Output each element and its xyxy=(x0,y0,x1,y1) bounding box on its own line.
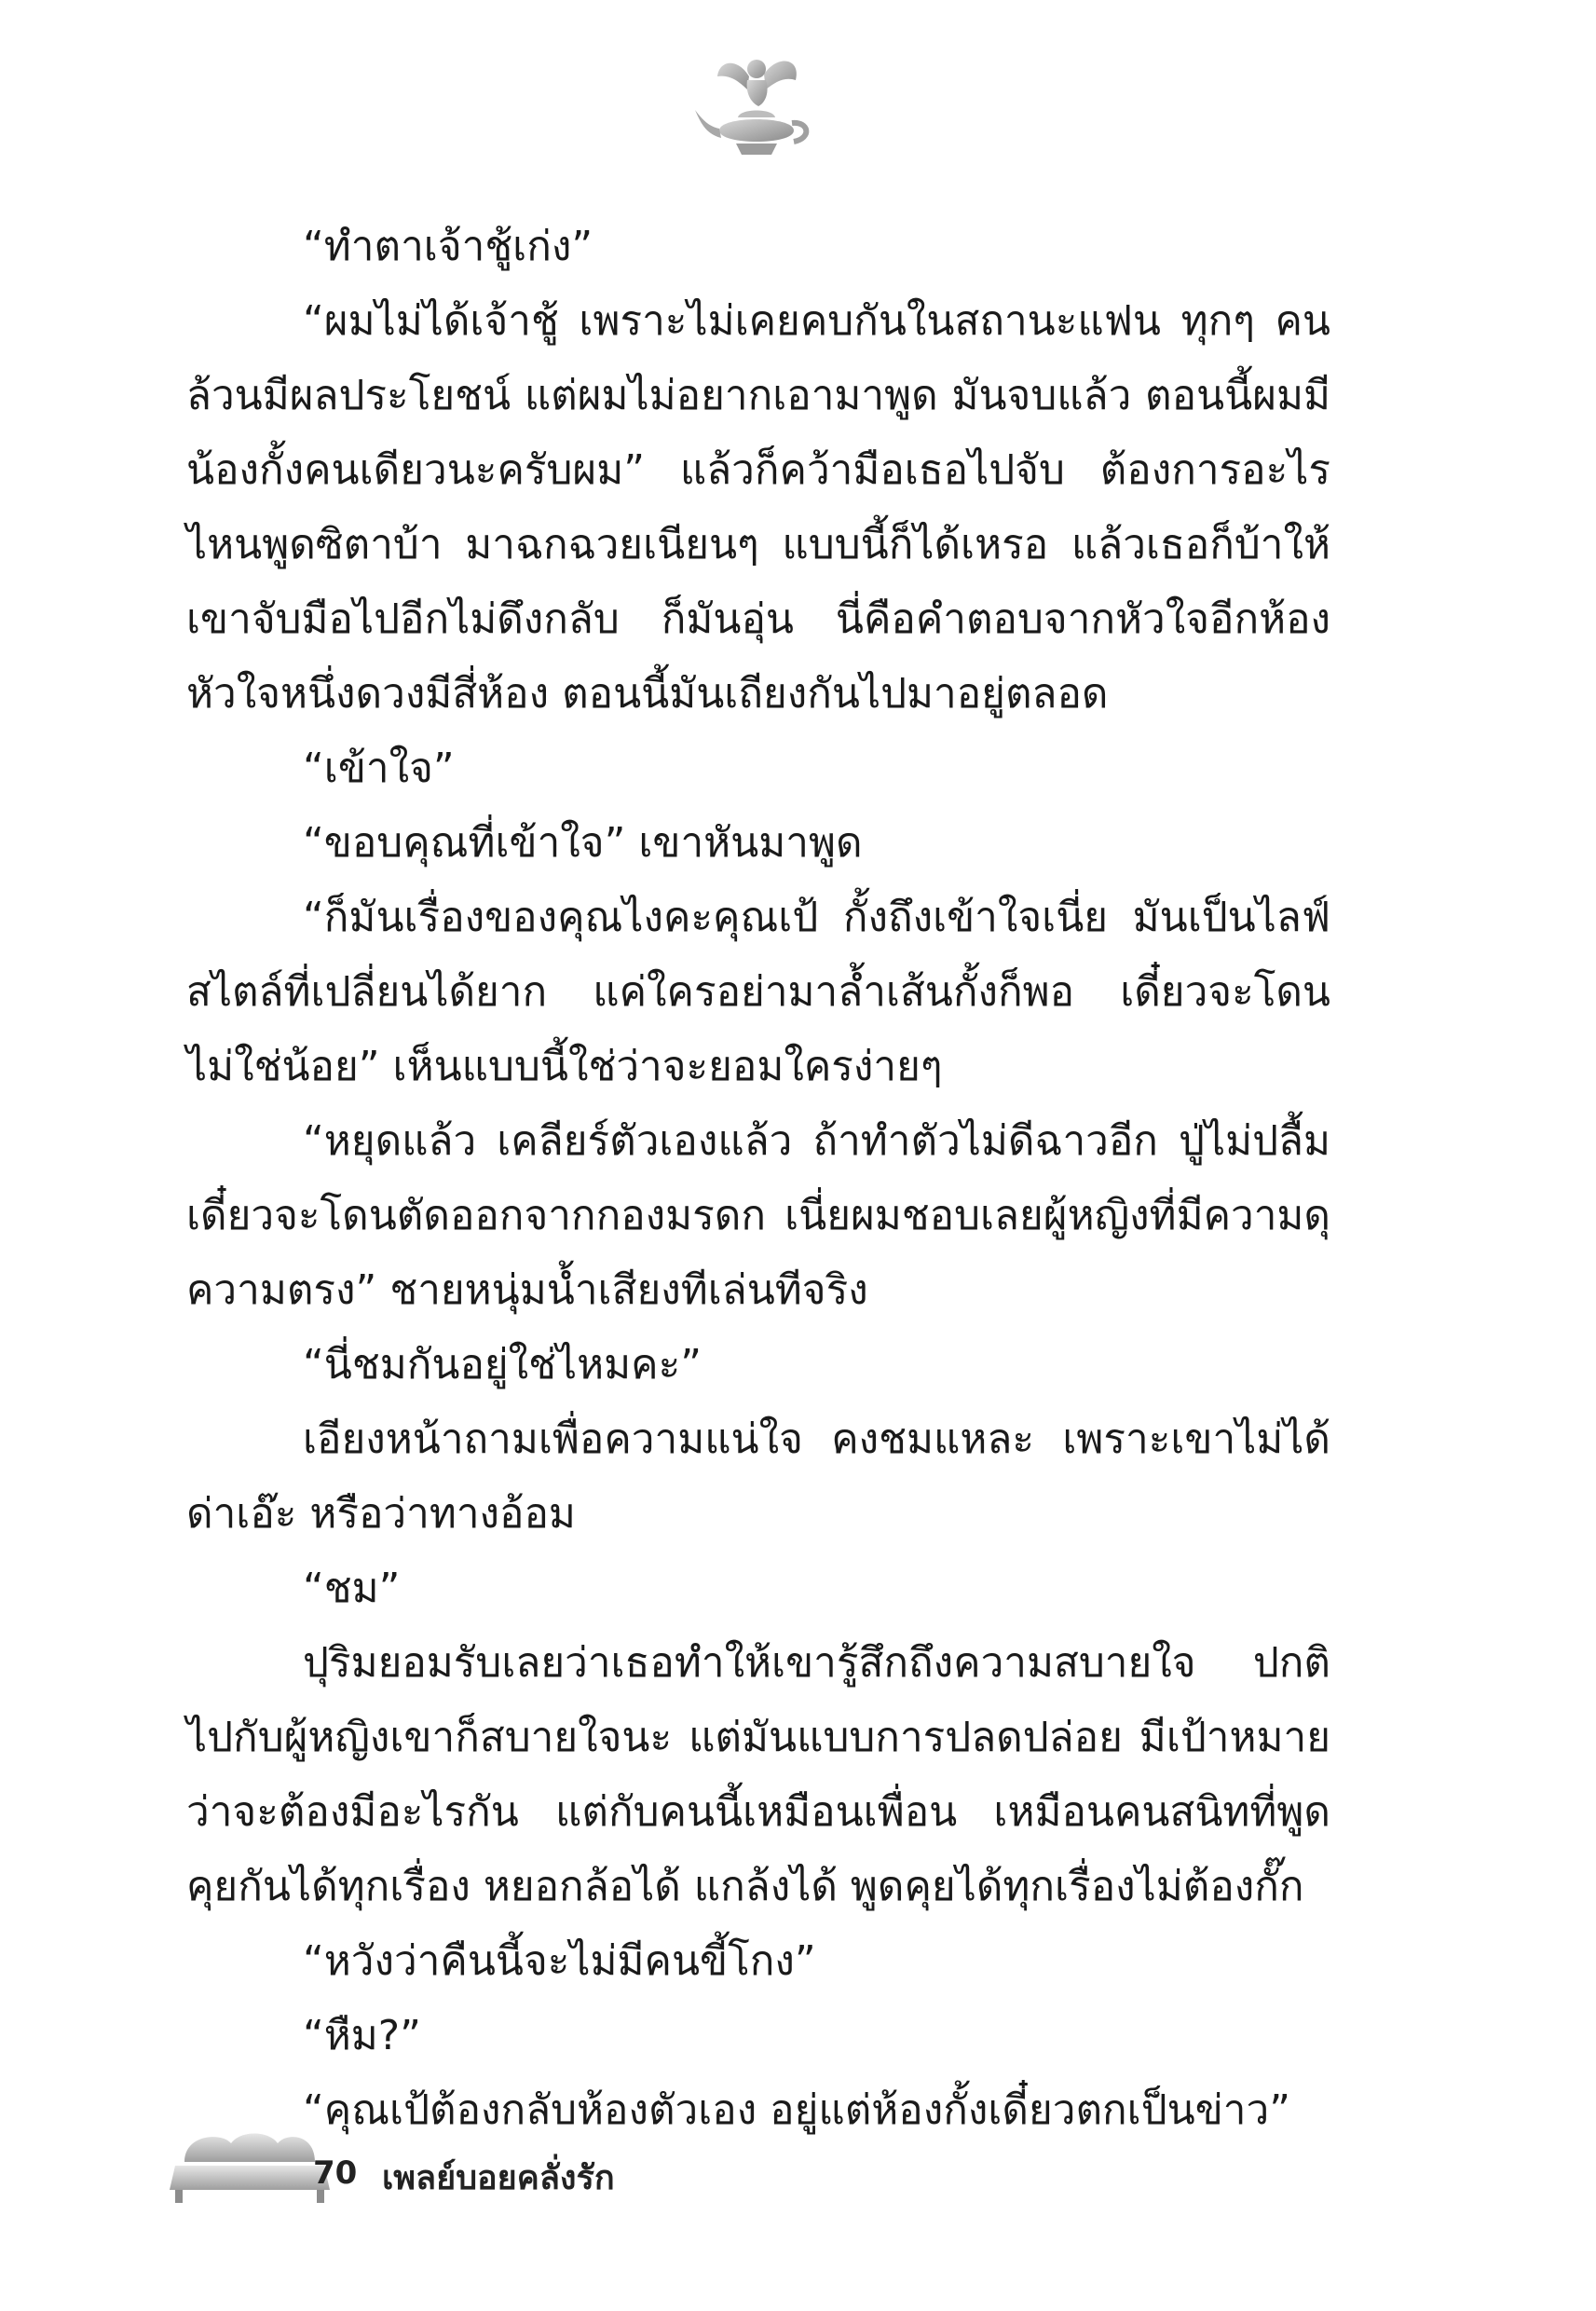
paragraph: “หวังว่าคืนนี้จะไม่มีคนขี้โกง” xyxy=(303,1937,816,1985)
bed-icon xyxy=(166,2125,334,2208)
paragraph: “หยุดแล้ว เคลียร์ตัวเองแล้ว ถ้าทำตัวไม่ดีฉาวอีก ปู่ไม่ปลื้มเดี๋ยวจะโดนตัดออกจากกองมรดก เนี่ยผมชอบเลยผู้หญิงที่มีความดุความตรง” ชายหนุ่มน้ำเสียงทีเล่นทีจริง xyxy=(186,1117,1330,1314)
paragraph: “หืม?” xyxy=(303,2012,421,2059)
paragraph: “ขอบคุณที่เข้าใจ” เขาหันมาพูด xyxy=(303,819,863,867)
paragraph: เอียงหน้าถามเพื่อความแน่ใจ คงชมแหละ เพราะเขาไม่ได้ด่าเอ๊ะ หรือว่าทางอ้อม xyxy=(186,1415,1330,1538)
paragraph: “ผมไม่ได้เจ้าชู้ เพราะไม่เคยคบกันในสถานะแฟน ทุกๆ คนล้วนมีผลประโยชน์ แต่ผมไม่อยากเอามาพูด มันจบแล้ว ตอนนี้ผมมีน้องกั้งคนเดียวนะครับผม” แล้วก็คว้ามือเธอไปจับ ต้องการอะไรไหนพูดซิตาบ้า มาฉกฉวยเนียนๆ แบบนี้ก็ได้เหรอ แล้วเธอก็บ้าให้เขาจับมือไปอีกไม่ดึงกลับ ก็มันอุ่น นี่คือคำตอบจากหัวใจอีกห้อง หัวใจหนึ่งดวงมีสี่ห้อง ตอนนี้มันเถียงกันไปมาอยู่ตลอด xyxy=(186,297,1330,718)
paragraph: “คุณเป้ต้องกลับห้องตัวเอง อยู่แต่ห้องกั้งเดี๋ยวตกเป็นข่าว” xyxy=(303,2086,1290,2134)
cupid-teapot-ornament-icon xyxy=(691,48,822,170)
body-text xyxy=(186,210,1330,2148)
paragraph: “ชม” xyxy=(303,1565,401,1612)
paragraph: “ทำตาเจ้าชู้เก่ง” xyxy=(303,223,593,270)
page-number: 70 xyxy=(313,2154,358,2192)
paragraph: ปุริมยอมรับเลยว่าเธอทำให้เขารู้สึกถึงความสบายใจ ปกติไปกับผู้หญิงเขาก็สบายใจนะ แต่มันแบบการปลดปล่อย มีเป้าหมายว่าจะต้องมีอะไรกัน แต่กับคนนี้เหมือนเพื่อน เหมือนคนสนิทที่พูดคุยกันได้ทุกเรื่อง หยอกล้อได้ แกล้งได้ พูดคุยได้ทุกเรื่องไม่ต้องกั๊ก xyxy=(186,1639,1330,1910)
page-footer xyxy=(166,2115,911,2208)
paragraph: “ก็มันเรื่องของคุณไงคะคุณเป้ กั้งถึงเข้าใจเนี่ย มันเป็นไลฟ์สไตล์ที่เปลี่ยนได้ยาก แค่ใครอย่ามาล้ำเส้นกั้งก็พอ เดี๋ยวจะโดนไม่ใช่น้อย” เห็นแบบนี้ใช่ว่าจะยอมใครง่ายๆ xyxy=(186,894,1330,1090)
paragraph: “เข้าใจ” xyxy=(303,745,455,792)
book-title: เพลย์บอยคลั่งรัก xyxy=(382,2159,615,2197)
paragraph: “นี่ชมกันอยู่ใช่ไหมคะ” xyxy=(303,1341,703,1388)
